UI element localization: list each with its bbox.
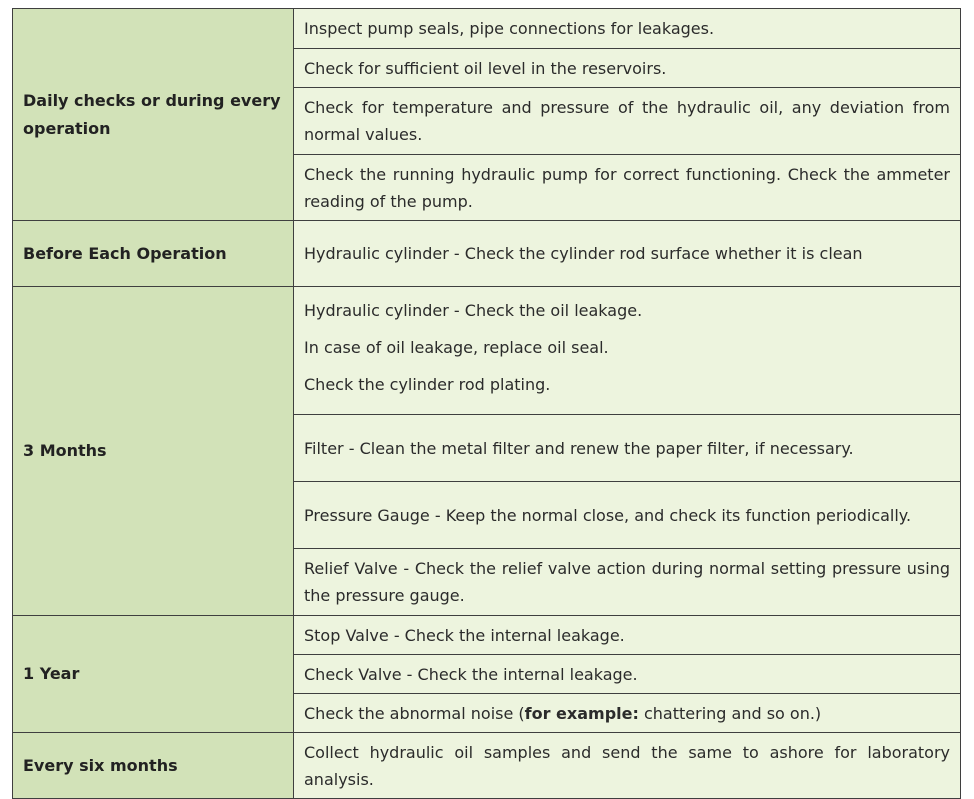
interval-cell: Before Each Operation [13,221,294,287]
task-text: Hydraulic cylinder - Check the cylinder rod surface whether it is clean [304,244,863,263]
task-cell [294,655,961,694]
table-row [13,221,961,287]
task-text: Relief Valve - Check the relief valve action during normal setting pressure using the pressure gauge. [304,559,950,605]
task-cell [294,549,961,616]
task-text: Hydraulic cylinder - Check the oil leakage. [304,301,643,320]
task-cell [294,616,961,655]
task-text: Check the cylinder rod plating. [304,375,551,394]
task-text: Pressure Gauge - Keep the normal close, and check its function periodically. [304,505,912,525]
task-text: In case of oil leakage, replace oil seal. [304,338,609,357]
task-text [304,700,950,727]
interval-cell: 1 Year [13,616,294,733]
task-text: Check the running hydraulic pump for correct functioning. Check the ammeter reading of the pump. [304,164,950,211]
task-cell [294,415,961,482]
task-cell [294,155,961,221]
table-row [13,616,961,655]
interval-cell: Daily checks or during every operation [13,9,294,221]
task-cell [294,287,961,415]
task-text: Collect hydraulic oil samples and send the same to ashore for laboratory analysis. [304,742,950,789]
task-text: Check for temperature and pressure of the hydraulic oil, any deviation from normal values. [304,98,950,144]
task-text: Check for sufficient oil level in the reservoirs. [304,58,667,78]
task-cell [294,49,961,88]
task-cell [294,482,961,549]
table-row [13,287,961,415]
task-cell [294,694,961,733]
table-row [13,733,961,799]
task-cell [294,88,961,155]
task-text-tail: chattering and so on.) [638,703,822,723]
task-text: Filter - Clean the metal filter and renew the paper filter, if necessary. [304,438,854,458]
task-text-lead: Check the abnormal noise ( [304,703,525,723]
task-cell [294,733,961,799]
task-text: Check Valve - Check the internal leakage. [304,664,638,684]
table-row [13,9,961,49]
task-text: Stop Valve - Check the internal leakage. [304,625,625,645]
maintenance-schedule-table [12,8,961,799]
task-text-bold: for example: [524,703,639,723]
task-cell [294,221,961,287]
task-cell [294,9,961,49]
task-text: Inspect pump seals, pipe connections for leakages. [304,19,715,38]
interval-cell: Every six months [13,733,294,799]
interval-cell: 3 Months [13,287,294,616]
